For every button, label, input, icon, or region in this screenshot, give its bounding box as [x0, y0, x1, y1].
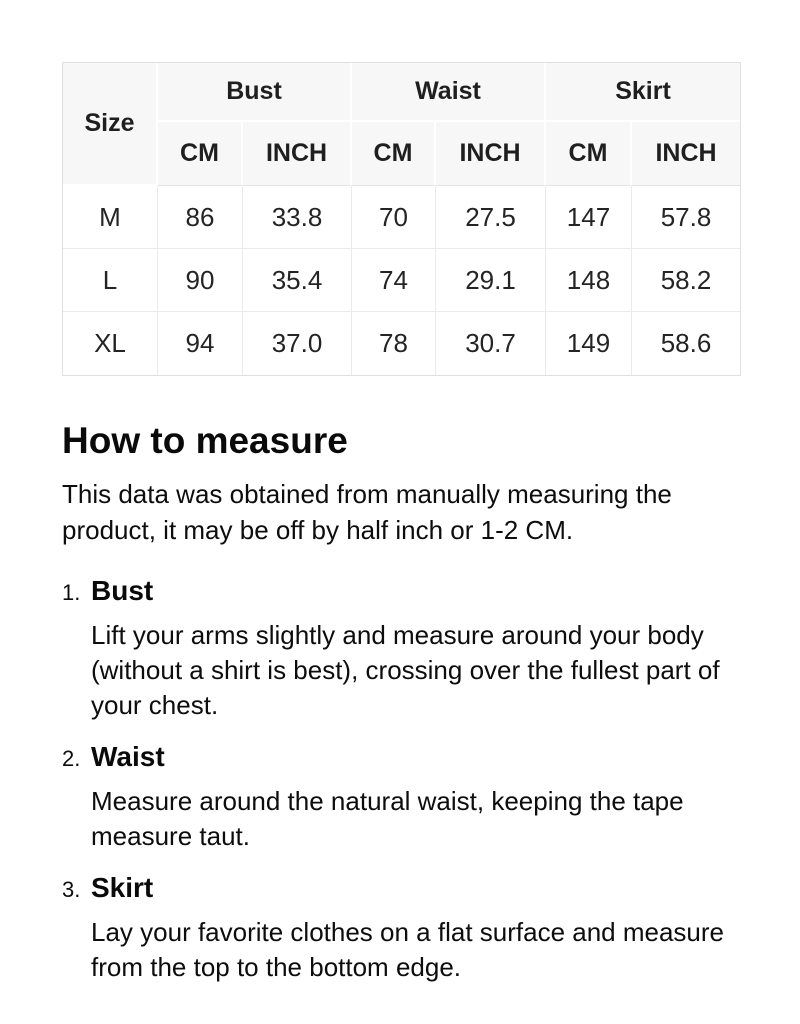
measure-step-waist [62, 741, 739, 854]
unit-header-bust-cm: CM [158, 122, 243, 186]
value-cell: 70 [352, 186, 436, 249]
intro-paragraph: This data was obtained from manually measuring the product, it may be off by half inch or 1-2 CM. [62, 479, 672, 545]
step-number: 3. [62, 877, 81, 902]
table-row-xl [63, 312, 740, 375]
corner-cell-size: Size [63, 63, 158, 186]
step-title: Bust [91, 575, 154, 606]
value-cell: 35.4 [243, 249, 352, 312]
size-cell: L [63, 249, 158, 312]
value-cell: 29.1 [436, 249, 546, 312]
unit-header-row [63, 122, 740, 186]
value-cell: 33.8 [243, 186, 352, 249]
size-cell: M [63, 186, 158, 249]
unit-header-waist-cm: CM [352, 122, 436, 186]
step-description: Measure around the natural waist, keeping the tape measure taut. [91, 786, 684, 851]
step-title: Skirt [91, 872, 154, 903]
value-cell: 90 [158, 249, 243, 312]
value-cell: 86 [158, 186, 243, 249]
size-chart-table [62, 62, 741, 376]
value-cell: 74 [352, 249, 436, 312]
section-title: How to measure [62, 420, 348, 461]
step-number: 2. [62, 746, 81, 771]
measure-step-skirt [62, 872, 739, 985]
unit-header-waist-inch: INCH [436, 122, 546, 186]
value-cell: 149 [546, 312, 632, 375]
measure-step-bust [62, 575, 739, 723]
value-cell: 58.6 [632, 312, 740, 375]
group-header-waist: Waist [352, 63, 546, 122]
value-cell: 30.7 [436, 312, 546, 375]
value-cell: 148 [546, 249, 632, 312]
unit-header-skirt-inch: INCH [632, 122, 740, 186]
step-description: Lay your favorite clothes on a flat surface and measure from the top to the bottom edge. [91, 917, 725, 982]
value-cell: 57.8 [632, 186, 740, 249]
size-chart-header [63, 63, 740, 186]
unit-header-bust-inch: INCH [243, 122, 352, 186]
value-cell: 94 [158, 312, 243, 375]
unit-header-skirt-cm: CM [546, 122, 632, 186]
size-cell: XL [63, 312, 158, 375]
value-cell: 78 [352, 312, 436, 375]
size-chart-body [63, 186, 740, 375]
step-body [91, 741, 739, 854]
value-cell: 147 [546, 186, 632, 249]
group-header-row [63, 63, 740, 122]
step-description: Lift your arms slightly and measure around your body (without a shirt is best), crossing over the fullest part of your chest. [91, 620, 720, 720]
table-row-l [63, 249, 740, 312]
step-body [91, 575, 739, 723]
table-row-m [63, 186, 740, 249]
value-cell: 58.2 [632, 249, 740, 312]
step-body [91, 872, 739, 985]
group-header-skirt: Skirt [546, 63, 740, 122]
value-cell: 37.0 [243, 312, 352, 375]
value-cell: 27.5 [436, 186, 546, 249]
step-number: 1. [62, 580, 81, 605]
measure-steps-list [62, 575, 739, 985]
group-header-bust: Bust [158, 63, 352, 122]
step-title: Waist [91, 741, 165, 772]
